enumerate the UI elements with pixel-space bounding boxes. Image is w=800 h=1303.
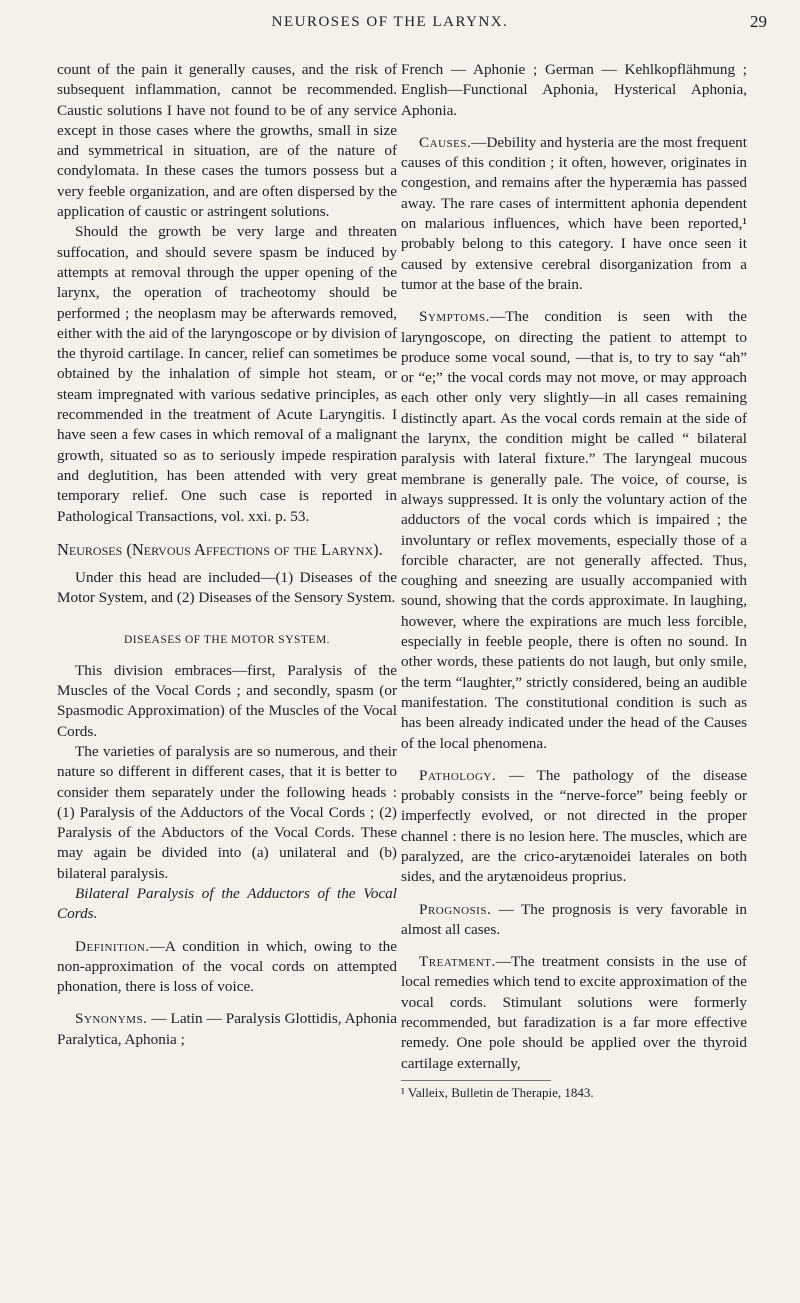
definition-term: Definition. <box>75 937 150 955</box>
right-column <box>401 60 747 1101</box>
causes-term: Causes. <box>419 133 472 151</box>
symptoms-paragraph <box>401 307 747 754</box>
causes-paragraph <box>401 133 747 295</box>
synonyms-term: Synonyms. <box>75 1010 148 1028</box>
symptoms-term: Symptoms. <box>419 308 490 326</box>
definition-text: —A condition in which, owing to the non-approximation of the vocal cords on attempted phonation, there is loss of voice. <box>57 937 397 996</box>
prognosis-term: Prognosis. <box>419 900 492 918</box>
subsection-title: DISEASES OF THE MOTOR SYSTEM. <box>123 634 331 647</box>
symptoms-text: —The condition is seen with the laryngoscope, on directing the patient to attempt to produce some vocal sound, —that is, to try to say “ah” or “e;” the vocal cords may not move, or may approach each other only very slightly—in all cases remaining distinctly apart. As the vocal cords remain at the side of the larynx, the condition might be called “ bilateral paralysis with lateral fixture.” The laryngeal mucous membrane is generally pale. The voice, of course, is always suppressed. It is only the voluntary action of the adductors of the vocal cords which is impaired ; the involuntary or reflex movements, especially those of a forcible character, are not generally affected. Thus, coughing and sneezing are usually accompanied with sound, showing that the cords approximate. In laughing, however, where the expirations are much less forcible, especially in feeble people, there is often no sound. In other words, these patients do not laugh, but only smile, the term “laughter,” strictly considered, being an audible manifestation. The constitutional condition is such as has been already indicated under the head of the Causes of the local phenomena. <box>401 308 747 752</box>
paragraph: French — Aphonie ; German — Kehlkopflähmung ; English—Functional Aphonia, Hysterical Aphonia, Aphonia. <box>401 61 747 119</box>
paragraph: Should the growth be very large and threaten suffocation, and should severe spasm be induced by attempts at removal through the upper opening of the larynx, the operation of tracheotomy should be performed ; the neoplasm may be afterwards removed, either with the aid of the laryngoscope or by division of the thyroid cartilage. In cancer, relief can sometimes be obtained by the inhalation of simple hot steam, or steam impregnated with various sedative principles, as recommended in the treatment of Acute Laryngitis. I have seen a few cases in which removal of a malignant growth, situated so as to seriously impede respiration and deglutition, has been attended with very great temporary relief. One such case is reported in Pathological Transactions, vol. xxi. p. 53. <box>57 223 397 525</box>
definition-paragraph <box>57 937 397 998</box>
synonyms-text: — Latin — Paralysis Glottidis, Aphonia Paralytica, Aphonia ; <box>57 1010 397 1048</box>
section-title-text: Neuroses (Nervous Affections of the Larynx). <box>57 539 383 559</box>
prognosis-text: — The prognosis is very favorable in almost all cases. <box>401 900 747 938</box>
synonyms-paragraph <box>57 1009 397 1050</box>
paragraph: Under this head are included—(1) Diseases of the Motor System, and (2) Diseases of the Sensory System. <box>57 568 397 607</box>
footnote-rule <box>401 1080 594 1101</box>
page-number: 29 <box>750 12 767 31</box>
left-column <box>57 60 397 1050</box>
pathology-term: Pathology. <box>419 766 497 784</box>
paragraph: The varieties of paralysis are so numerous, and their nature so different in different cases, that it is better to consider them separately under the following heads : (1) Paralysis of the Adductors of the Vocal Cords ; (2) Paralysis of the Abductors of the Vocal Cords. These may again be divided into (a) unilateral and (b) bilateral paralysis. <box>57 742 397 882</box>
treatment-paragraph <box>401 952 747 1074</box>
paragraph: count of the pain it generally causes, and the risk of subsequent inflammation, cannot be recommended. Caustic solutions I have not found to be of any service except in those cases where the growths, small in size and symmetrical in situation, are of the nature of condylomata. In these cases the tumors possess but a very feeble organization, and are often dispersed by the application of caustic or astringent solutions. <box>57 61 397 221</box>
prognosis-paragraph <box>401 900 747 941</box>
italic-heading: Bilateral Paralysis of the Adductors of the Vocal Cords. <box>57 884 397 923</box>
causes-text: —Debility and hysteria are the most frequent causes of this condition ; it often, however, originates in congestion, and remains after the hyperæmia has passed away. The rare cases of intermittent aphonia dependent on malarious influences, which have been reported,¹ probably belong to this category. I have once seen it caused by extensive cerebral disorganization from a tumor at the base of the brain. <box>401 133 747 293</box>
treatment-text: —The treatment consists in the use of local remedies which tend to excite approximation of the vocal cords. Stimulant solutions were formerly recommended, but faradization is a far more effective remedy. One pole should be applied over the thyroid cartilage externally, <box>401 953 747 1072</box>
footnote: ¹ Valleix, Bulletin de Therapie, 1843. <box>401 1084 594 1100</box>
pathology-paragraph <box>401 766 747 888</box>
pathology-text: — The pathology of the disease probably consists in the “nerve-force” being feebly or imperfectly evolved, or not directed in the proper channel : there is no lesion here. The muscles, which are paralyzed, are the crico-arytænoidei laterales on both sides, and the arytænoideus proprius. <box>401 766 747 886</box>
running-head: NEUROSES OF THE LARYNX. <box>271 14 509 30</box>
treatment-term: Treatment. <box>419 953 496 971</box>
section-title <box>57 539 397 560</box>
paragraph: This division embraces—first, Paralysis of the Muscles of the Vocal Cords ; and secondly, spasm (or Spasmodic Approximation) of the Muscles of the Vocal Cords. <box>57 661 397 740</box>
